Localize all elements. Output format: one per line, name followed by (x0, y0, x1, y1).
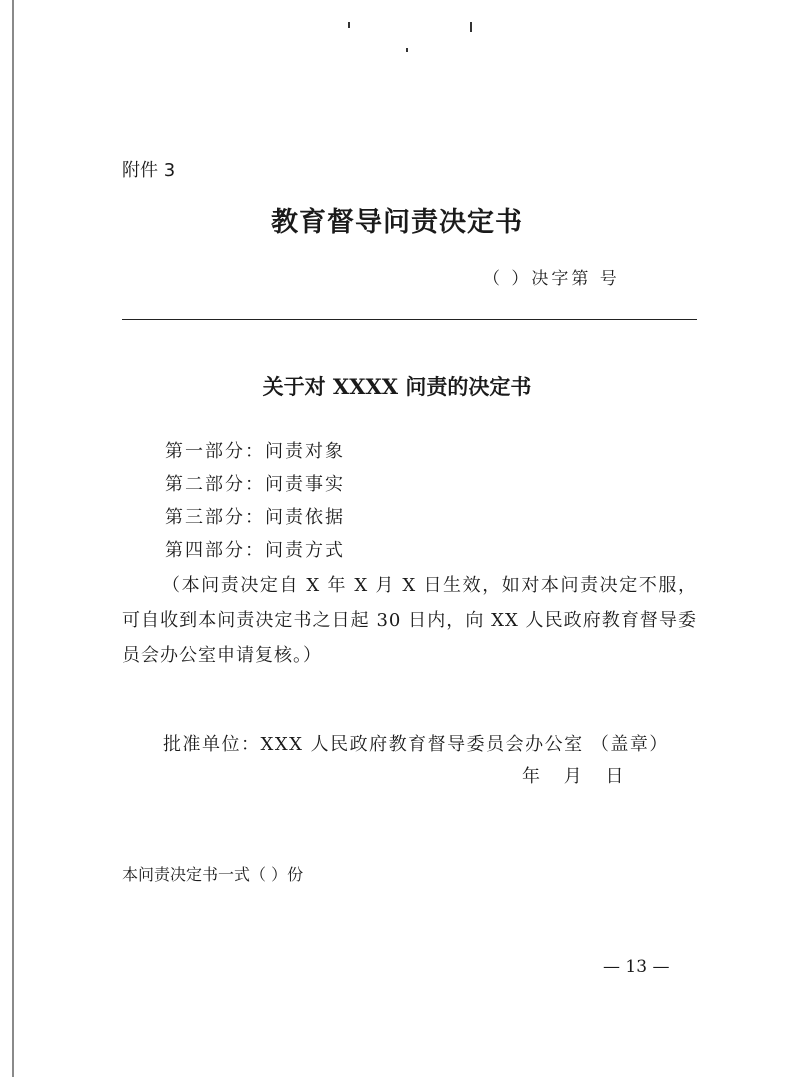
approval-unit: 批准单位：XXX 人民政府教育督导委员会办公室 （盖章） (163, 734, 669, 755)
part-accountability-target: 第一部分：问责对象 (165, 441, 345, 462)
effective-date-notice: （本问责决定自 X 年 X 月 X 日生效，如对本问责决定不服，可自收到本问责决定书之日起 30 日内，向 XX 人民政府教育督导委员会办公室申请复核。） (122, 575, 697, 666)
scan-speck (406, 48, 408, 52)
part-accountability-basis: 第三部分：问责依据 (165, 507, 345, 528)
part-accountability-method: 第四部分：问责方式 (165, 540, 345, 561)
decision-subtitle: 关于对 XXXX 问责的决定书 (262, 374, 532, 399)
scan-edge (12, 0, 14, 1077)
date-line: 年 月 日 (522, 766, 626, 787)
scan-speck (348, 22, 350, 28)
attachment-label: 附件 3 (122, 160, 176, 181)
part-accountability-facts: 第二部分：问责事实 (165, 474, 345, 495)
scan-speck (470, 22, 472, 32)
document-title: 教育督导问责决定书 (271, 207, 523, 238)
title-divider (122, 319, 697, 320)
document-number: （ ）决字第 号 (483, 269, 620, 289)
page-number: — 13 — (603, 957, 670, 977)
copies-line: 本问责决定书一式（ ）份 (122, 865, 304, 884)
